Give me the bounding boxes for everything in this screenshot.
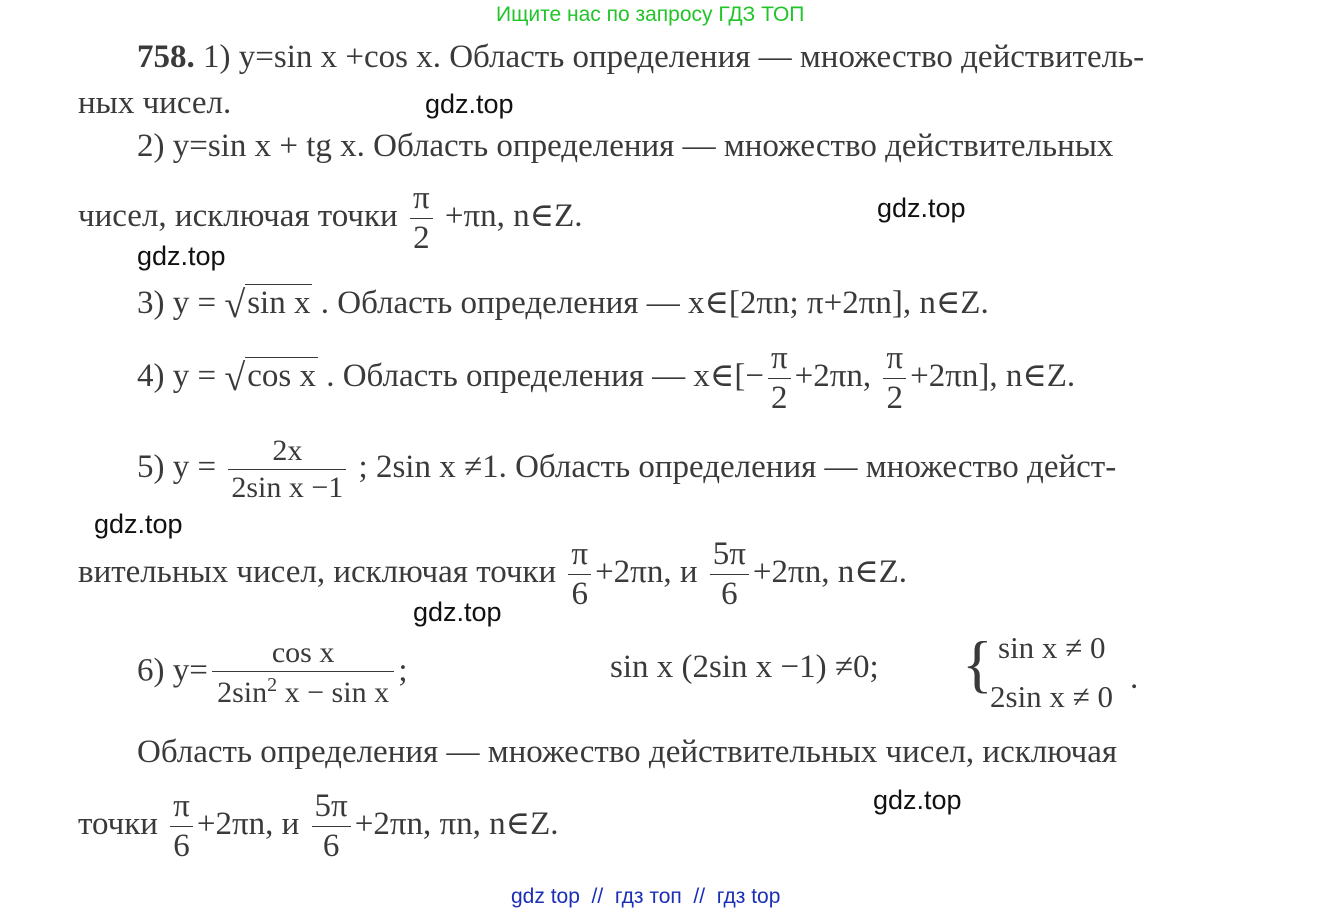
square-root: √sin x bbox=[224, 284, 311, 326]
item-2-suffix: +πn, n∈Z. bbox=[444, 198, 583, 235]
item-5-line-2-mid: +2πn, и bbox=[595, 554, 698, 591]
fraction bbox=[568, 538, 591, 611]
numerator: π bbox=[770, 340, 788, 376]
item-5-line-2-prefix: вительных чисел, исключая точки bbox=[78, 554, 557, 591]
conclusion-prefix: точки bbox=[78, 806, 158, 843]
denominator-part: 2sin bbox=[217, 676, 268, 709]
denominator: 6 bbox=[170, 826, 193, 863]
item-4-suffix: +2πn], n∈Z. bbox=[910, 358, 1076, 395]
fraction bbox=[312, 790, 351, 863]
fraction bbox=[883, 342, 906, 415]
item-3 bbox=[137, 286, 989, 324]
denominator: 2 bbox=[410, 218, 433, 255]
item-4-middle: . Область определения — x∈[− bbox=[326, 358, 764, 395]
watermark: gdz.top bbox=[873, 785, 962, 815]
numerator: π bbox=[412, 180, 430, 216]
fraction bbox=[410, 182, 433, 255]
watermark: gdz.top bbox=[877, 193, 966, 223]
search-banner: Ищите нас по запросу ГДЗ ТОП bbox=[496, 3, 805, 26]
denominator: 2 bbox=[768, 378, 791, 415]
numerator: 5π bbox=[712, 536, 746, 572]
item-1-line-2: ных чисел. bbox=[78, 85, 232, 121]
item-2-line-1: 2) y=sin x + tg x. Область определения — множество действительных bbox=[137, 128, 1114, 164]
denominator: 2 bbox=[883, 378, 906, 415]
item-3-suffix: . Область определения — x∈[2πn; π+2πn], n∈Z. bbox=[320, 285, 989, 321]
equation-system bbox=[962, 630, 1152, 720]
denominator: 6 bbox=[312, 826, 351, 863]
item-3-prefix: 3) y = bbox=[137, 285, 217, 321]
fraction bbox=[710, 538, 749, 611]
numerator: π bbox=[886, 340, 904, 376]
item-6-conclusion-line-2 bbox=[78, 790, 558, 863]
problem-number: 758. bbox=[137, 39, 195, 75]
radicand: cos x bbox=[247, 358, 316, 395]
item-6-condition: sin x (2sin x −1) ≠0; bbox=[610, 649, 879, 685]
system-line-2: 2sin x ≠ 0 bbox=[990, 679, 1113, 714]
fraction bbox=[768, 342, 791, 415]
watermark: gdz.top bbox=[137, 241, 226, 271]
item-4-middle-2: +2πn, bbox=[794, 358, 872, 395]
numerator: π bbox=[571, 536, 589, 572]
fraction bbox=[228, 436, 346, 503]
curly-brace-icon: { bbox=[962, 628, 993, 699]
conclusion-suffix: +2πn, πn, n∈Z. bbox=[354, 806, 559, 843]
item-2-prefix: чисел, исключая точки bbox=[78, 198, 398, 235]
system-line-1: sin x ≠ 0 bbox=[998, 630, 1106, 665]
square-root: √cos x bbox=[224, 357, 316, 400]
watermark: gdz.top bbox=[425, 89, 514, 119]
conclusion-mid: +2πn, и bbox=[196, 806, 300, 843]
item-5-suffix: ; 2sin x ≠1. Область определения — множество дейст- bbox=[358, 449, 1117, 486]
denominator: 6 bbox=[568, 574, 591, 611]
item-4-prefix: 4) y = bbox=[137, 358, 217, 395]
item-4 bbox=[137, 342, 1075, 415]
exponent: 2 bbox=[267, 674, 278, 696]
numerator: 5π bbox=[314, 788, 348, 824]
denominator: 2sin x −1 bbox=[228, 469, 346, 503]
watermark: gdz.top bbox=[94, 509, 183, 539]
item-1-line-1 bbox=[137, 41, 1144, 74]
item-5-prefix: 5) y = bbox=[137, 449, 217, 486]
item-6-prefix: 6) y= bbox=[137, 652, 208, 689]
numerator: π bbox=[173, 788, 190, 824]
watermark: gdz.top bbox=[413, 597, 502, 627]
denominator-part: x − sin x bbox=[277, 676, 390, 709]
item-6-conclusion-line-1: Область определения — множество действительных чисел, исключая bbox=[137, 734, 1118, 770]
item-5-line-1 bbox=[137, 436, 1116, 503]
item-1-text: 1) y=sin x +cos x. Область определения — множество действитель- bbox=[203, 39, 1145, 75]
fraction bbox=[212, 638, 395, 708]
item-6-line-1 bbox=[137, 638, 408, 708]
item-6-semicolon: ; bbox=[398, 652, 408, 689]
numerator: cos x bbox=[271, 636, 335, 669]
item-5-line-2-suffix: +2πn, n∈Z. bbox=[752, 554, 908, 591]
system-end-period: . bbox=[1130, 660, 1139, 696]
radicand: sin x bbox=[247, 285, 311, 321]
denominator bbox=[212, 671, 395, 708]
fraction bbox=[170, 790, 193, 863]
numerator: 2x bbox=[272, 434, 303, 467]
footer-links: gdz top // гдз топ // гдз top bbox=[511, 885, 781, 908]
denominator: 6 bbox=[710, 574, 749, 611]
